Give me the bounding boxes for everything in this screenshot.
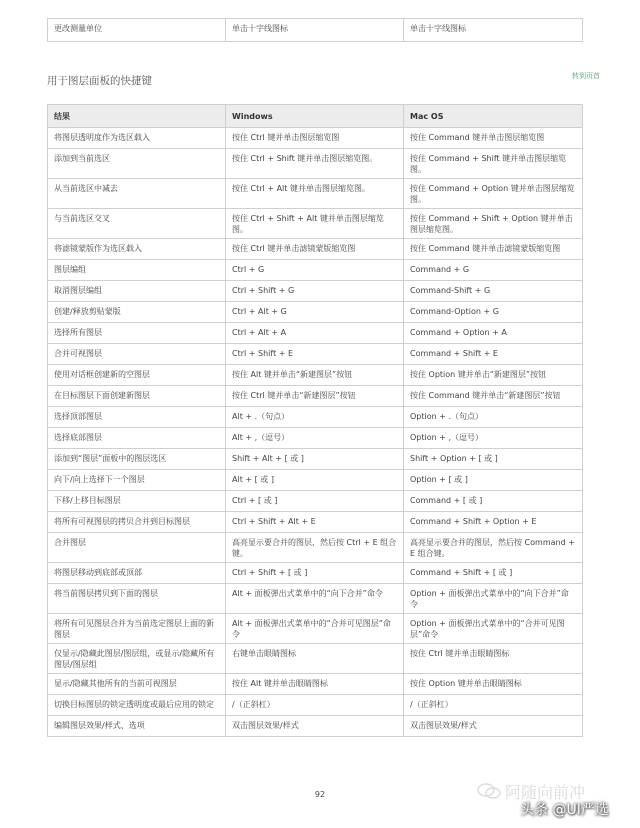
result-cell: 添加到“图层”面板中的图层选区: [48, 449, 226, 470]
mac-shortcut-cell: Command + Option + A: [404, 323, 583, 344]
result-cell: 选择所有图层: [48, 323, 226, 344]
result-cell: 下移/上移目标图层: [48, 491, 226, 512]
table-row: [48, 695, 583, 716]
table-row: [48, 533, 583, 563]
windows-shortcut-cell: Ctrl + Shift + [ 或 ]: [226, 563, 404, 584]
column-header-windows: Windows: [226, 105, 404, 128]
mac-shortcut-cell: 按住 Command + Option 键并单击图层缩览图。: [404, 179, 583, 209]
table-row: [48, 260, 583, 281]
table-header-row: [48, 105, 583, 128]
result-cell: 将图层移动到底部或顶部: [48, 563, 226, 584]
top-table: [47, 18, 583, 42]
windows-shortcut-cell: /（正斜杠）: [226, 695, 404, 716]
result-cell: 向下/向上选择下一个图层: [48, 470, 226, 491]
windows-shortcut-cell: Ctrl + Shift + G: [226, 281, 404, 302]
mac-shortcut-cell: Shift + Option + [ 或 ]: [404, 449, 583, 470]
mac-shortcut-cell: Option + ,（逗号）: [404, 428, 583, 449]
mac-shortcut-cell: Command + Shift + Option + E: [404, 512, 583, 533]
mac-shortcut-cell: Command + G: [404, 260, 583, 281]
result-cell: 将所有可见图层合并为当前选定图层上面的新图层: [48, 614, 226, 644]
mac-shortcut-cell: 按住 Option 键并单击眼睛图标: [404, 674, 583, 695]
mac-shortcut-cell: 按住 Command + Shift 键并单击图层缩览图。: [404, 149, 583, 179]
result-cell: 将图层透明度作为选区载入: [48, 128, 226, 149]
result-cell: 合并图层: [48, 533, 226, 563]
page-number: 92: [314, 790, 326, 799]
watermark-faint: 阿随向前冲: [505, 783, 586, 802]
result-cell: 图层编组: [48, 260, 226, 281]
table-row: [48, 386, 583, 407]
windows-shortcut-cell: 按住 Ctrl 键并单击“新建图层”按钮: [226, 386, 404, 407]
column-header-result: 结果: [48, 105, 226, 128]
shortcut-table: [47, 104, 583, 737]
result-cell: 切换目标图层的锁定透明度或最后应用的锁定: [48, 695, 226, 716]
table-cell: 更改测量单位: [48, 19, 226, 42]
table-row: [48, 19, 583, 42]
result-cell: 在目标图层下面创建新图层: [48, 386, 226, 407]
mac-shortcut-cell: Command-Option + G: [404, 302, 583, 323]
table-row: [48, 449, 583, 470]
windows-shortcut-cell: Alt + 面板弹出式菜单中的“合并可见图层”命令: [226, 614, 404, 644]
windows-shortcut-cell: 按住 Alt 键并单击“新建图层”按钮: [226, 365, 404, 386]
windows-shortcut-cell: Ctrl + Shift + Alt + E: [226, 512, 404, 533]
table-cell: 单击十字线图标: [404, 19, 583, 42]
mac-shortcut-cell: 按住 Option 键并单击“新建图层”按钮: [404, 365, 583, 386]
windows-shortcut-cell: Alt + ,（逗号）: [226, 428, 404, 449]
result-cell: 编辑图层效果/样式、选项: [48, 716, 226, 737]
mac-shortcut-cell: Command + [ 或 ]: [404, 491, 583, 512]
table-row: [48, 614, 583, 644]
result-cell: 选择顶部图层: [48, 407, 226, 428]
windows-shortcut-cell: 双击图层效果/样式: [226, 716, 404, 737]
windows-shortcut-cell: Alt + .（句点）: [226, 407, 404, 428]
table-row: [48, 584, 583, 614]
windows-shortcut-cell: 按住 Alt 键并单击眼睛图标: [226, 674, 404, 695]
windows-shortcut-cell: 按住 Ctrl 键并单击滤镜蒙版缩览图: [226, 239, 404, 260]
table-row: [48, 428, 583, 449]
mac-shortcut-cell: 按住 Ctrl 键并单击眼睛图标: [404, 644, 583, 674]
windows-shortcut-cell: Ctrl + [ 或 ]: [226, 491, 404, 512]
back-to-top-link[interactable]: 转到页首: [572, 72, 600, 80]
table-row: [48, 323, 583, 344]
mac-shortcut-cell: Option + [ 或 ]: [404, 470, 583, 491]
windows-shortcut-cell: Ctrl + Shift + E: [226, 344, 404, 365]
windows-shortcut-cell: 按住 Ctrl 键并单击图层缩览图: [226, 128, 404, 149]
table-row: [48, 563, 583, 584]
table-row: [48, 716, 583, 737]
column-header-macos: Mac OS: [404, 105, 583, 128]
windows-shortcut-cell: Ctrl + Alt + G: [226, 302, 404, 323]
table-cell: 单击十字线图标: [226, 19, 404, 42]
result-cell: 从当前选区中减去: [48, 179, 226, 209]
windows-shortcut-cell: Ctrl + Alt + A: [226, 323, 404, 344]
mac-shortcut-cell: 高亮显示要合并的图层，然后按 Command + E 组合键。: [404, 533, 583, 563]
mac-shortcut-cell: Command + Shift + [ 或 ]: [404, 563, 583, 584]
windows-shortcut-cell: Ctrl + G: [226, 260, 404, 281]
mac-shortcut-cell: 按住 Command 键并单击滤镜蒙版缩览图: [404, 239, 583, 260]
table-row: [48, 149, 583, 179]
result-cell: 使用对话框创建新的空图层: [48, 365, 226, 386]
mac-shortcut-cell: 按住 Command + Shift + Option 键并单击图层缩览图。: [404, 209, 583, 239]
result-cell: 将滤镜蒙版作为选区载入: [48, 239, 226, 260]
mac-shortcut-cell: 按住 Command 键并单击“新建图层”按钮: [404, 386, 583, 407]
mac-shortcut-cell: 按住 Command 键并单击图层缩览图: [404, 128, 583, 149]
result-cell: 取消图层编组: [48, 281, 226, 302]
mac-shortcut-cell: /（正斜杠）: [404, 695, 583, 716]
table-row: [48, 302, 583, 323]
result-cell: 合并可视图层: [48, 344, 226, 365]
windows-shortcut-cell: Shift + Alt + [ 或 ]: [226, 449, 404, 470]
mac-shortcut-cell: Option + 面板弹出式菜单中的“向下合并”命令: [404, 584, 583, 614]
watermark-main: 头条 @UI严选: [520, 802, 609, 818]
table-row: [48, 407, 583, 428]
chat-bubble-icon: [476, 782, 502, 800]
result-cell: 创建/释放剪贴蒙版: [48, 302, 226, 323]
table-row: [48, 512, 583, 533]
windows-shortcut-cell: Alt + [ 或 ]: [226, 470, 404, 491]
table-row: [48, 491, 583, 512]
mac-shortcut-cell: Option + .（句点）: [404, 407, 583, 428]
result-cell: 将当前图层拷贝到下面的图层: [48, 584, 226, 614]
table-row: [48, 179, 583, 209]
mac-shortcut-cell: 双击图层效果/样式: [404, 716, 583, 737]
windows-shortcut-cell: 按住 Ctrl + Shift + Alt 键并单击图层缩览图。: [226, 209, 404, 239]
table-row: [48, 128, 583, 149]
table-row: [48, 365, 583, 386]
table-row: [48, 281, 583, 302]
mac-shortcut-cell: Command + Shift + E: [404, 344, 583, 365]
windows-shortcut-cell: 按住 Ctrl + Alt 键并单击图层缩览图。: [226, 179, 404, 209]
result-cell: 显示/隐藏其他所有的当前可视图层: [48, 674, 226, 695]
mac-shortcut-cell: Option + 面板弹出式菜单中的“合并可见图层”命令: [404, 614, 583, 644]
windows-shortcut-cell: 高亮显示要合并的图层，然后按 Ctrl + E 组合键。: [226, 533, 404, 563]
result-cell: 选择底部图层: [48, 428, 226, 449]
table-row: [48, 470, 583, 491]
section-title: 用于图层面板的快捷键: [47, 75, 152, 87]
table-row: [48, 344, 583, 365]
windows-shortcut-cell: Alt + 面板弹出式菜单中的“向下合并”命令: [226, 584, 404, 614]
table-row: [48, 209, 583, 239]
table-row: [48, 674, 583, 695]
table-row: [48, 644, 583, 674]
result-cell: 将所有可视图层的拷贝合并到目标图层: [48, 512, 226, 533]
result-cell: 添加到当前选区: [48, 149, 226, 179]
windows-shortcut-cell: 按住 Ctrl + Shift 键并单击图层缩览图。: [226, 149, 404, 179]
result-cell: 与当前选区交叉: [48, 209, 226, 239]
mac-shortcut-cell: Command-Shift + G: [404, 281, 583, 302]
windows-shortcut-cell: 右键单击眼睛图标: [226, 644, 404, 674]
table-row: [48, 239, 583, 260]
result-cell: 仅显示/隐藏此图层/图层组，或显示/隐藏所有图层/图层组: [48, 644, 226, 674]
